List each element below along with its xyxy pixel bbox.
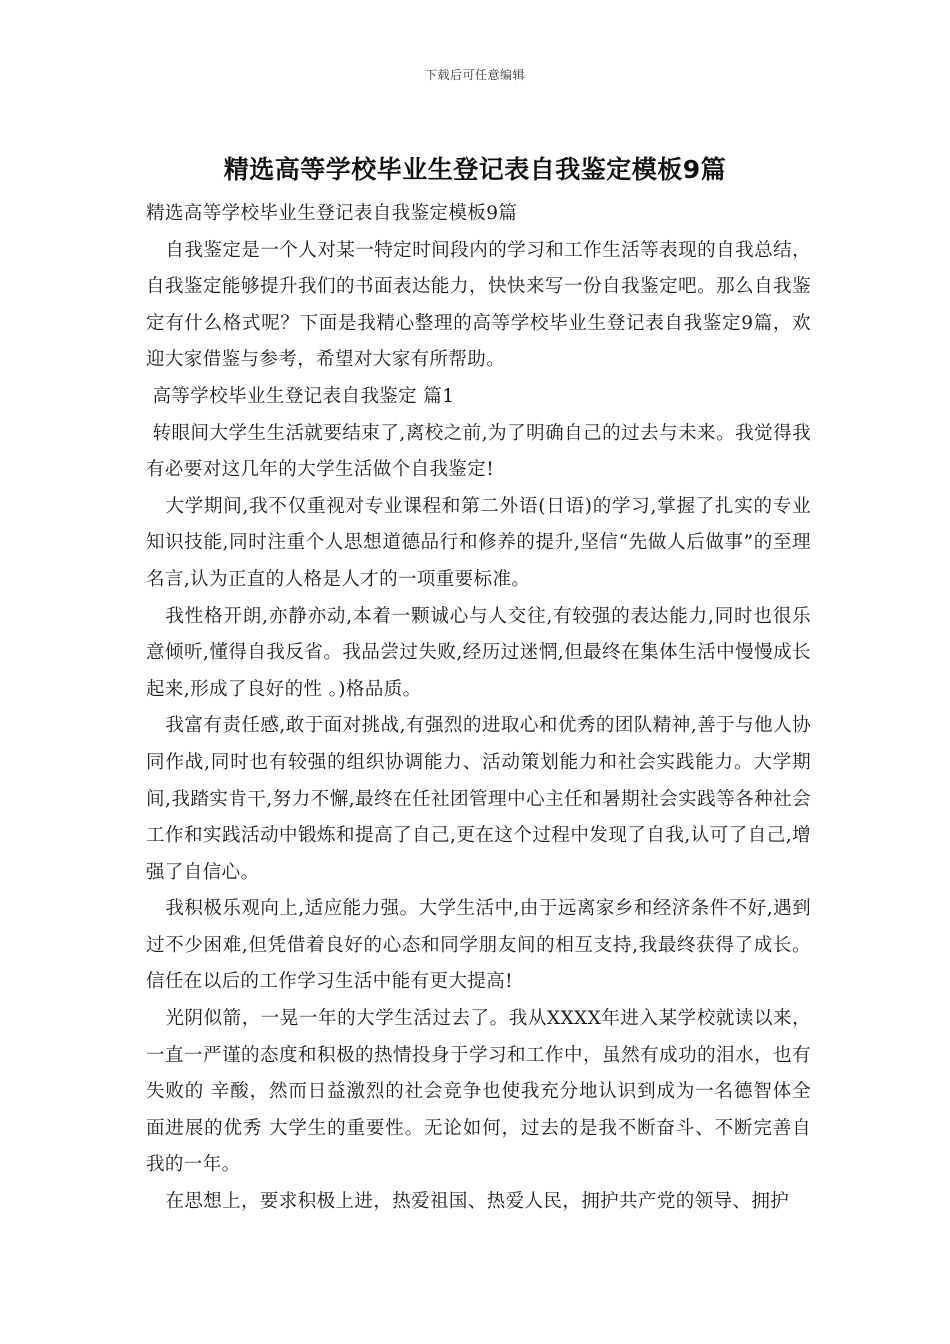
header-note: 下载后可任意编辑 xyxy=(424,68,525,82)
subtitle-paragraph: 精选高等学校毕业生登记表自我鉴定模板9篇 xyxy=(146,203,518,224)
document-body xyxy=(146,196,811,1221)
intro-paragraph: 自我鉴定是一个人对某一特定时间段内的学习和工作生活等表现的自我总结，自我鉴定能够提升我们的书面表达能力，快快来写一份自我鉴定吧。那么自我鉴定有什么格式呢？下面是我精心整理的高等学校毕业生登记表自我鉴定9篇，欢迎大家借鉴与参考，希望对大家有所帮助。 xyxy=(146,239,811,371)
document-title: 精选高等学校毕业生登记表自我鉴定模板9篇 xyxy=(223,155,727,184)
body-paragraph: 在思想上，要求积极上进，热爱祖国、热爱人民，拥护共产党的领导、拥护 xyxy=(165,1191,790,1213)
body-paragraph: 我性格开朗,亦静亦动,本着一颗诚心与人交往,有较强的表达能力,同时也很乐意倾听,懂得自我反省。我品尝过失败,经历过迷惘,但最终在集体生活中慢慢成长起来,形成了良好的性 。)格品质。 xyxy=(146,605,811,700)
body-paragraph: 我积极乐观向上,适应能力强。大学生活中,由于远离家乡和经济条件不好,遇到过不少困难,但凭借着良好的心态和同学朋友间的相互支持,我最终获得了成长。信任在以后的工作学习生活中能有更大提高! xyxy=(146,898,811,993)
body-paragraph: 光阴似箭，一晃一年的大学生活过去了。我从XXXX年进入某学校就读以来，一直一严谨的态度和积极的热情投身于学习和工作中，虽然有成功的泪水，也有失败的 辛酸，然而日益激烈的社会竞争也使我充分地认识到成为一名德智体全面进展的优秀 大学生的重要性。无论如何，过去的是我不断奋斗、不断完善自我的一年。 xyxy=(146,1008,811,1176)
body-paragraph: 我富有责任感,敢于面对挑战,有强烈的进取心和优秀的团队精神,善于与他人协同作战,同时也有较强的组织协调能力、活动策划能力和社会实践能力。大学期间,我踏实肯干,努力不懈,最终在任社团管理中心主任和暑期社会实践等各种社会工作和实践活动中锻炼和提高了自己,更在这个过程中发现了自我,认可了自己,增强了自信心。 xyxy=(146,715,811,883)
section-heading: 高等学校毕业生登记表自我鉴定 篇1 xyxy=(152,385,455,407)
body-paragraph: 大学期间,我不仅重视对专业课程和第二外语(日语)的学习,掌握了扎实的专业知识技能,同时注重个人思想道德品行和修养的提升,坚信“先做人后做事”的至理名言,认为正直的人格是人才的一项重要标准。 xyxy=(146,495,811,590)
body-paragraph: 转眼间大学生生活就要结束了,离校之前,为了明确自己的过去与未来。我觉得我有必要对这几年的大学生活做个自我鉴定! xyxy=(146,422,811,481)
